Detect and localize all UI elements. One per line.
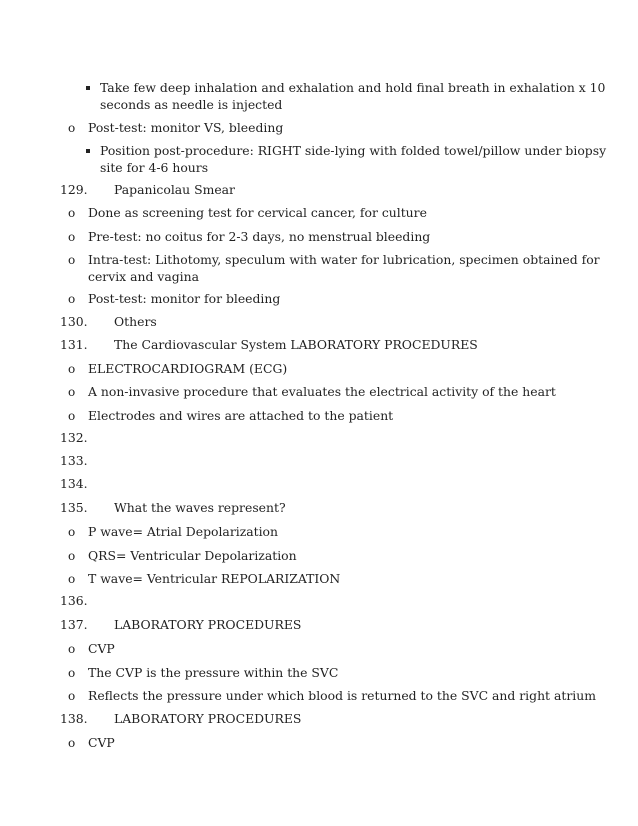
circle-bullet-icon: o <box>68 736 76 750</box>
section-number: 129. <box>60 182 88 197</box>
bullet-text: Take few deep inhalation and exhalation and hold final breath in exhalation x 10 <box>100 80 606 95</box>
section-heading: What the waves represent? <box>114 500 286 515</box>
bullet-text: Position post-procedure: RIGHT side-lying with folded towel/pillow under biopsy <box>100 143 607 158</box>
bullet-text-cont: seconds as needle is injected <box>100 97 283 112</box>
section-number: 133. <box>60 453 88 468</box>
section-number: 138. <box>60 711 88 726</box>
list-item: Pre-test: no coitus for 2-3 days, no menstrual bleeding <box>88 229 431 244</box>
section-number: 136. <box>60 593 88 608</box>
section-number: 131. <box>60 337 88 352</box>
list-item: CVP <box>88 641 115 656</box>
square-bullet-icon <box>86 149 90 153</box>
circle-bullet-icon: o <box>68 230 76 244</box>
square-bullet-icon <box>86 86 90 90</box>
list-item: Post-test: monitor for bleeding <box>88 291 281 306</box>
circle-bullet-icon: o <box>68 572 76 586</box>
circle-bullet-icon: o <box>68 121 76 135</box>
list-item: Intra-test: Lithotomy, speculum with water for lubrication, specimen obtained for <box>88 252 600 267</box>
circle-bullet-icon: o <box>68 689 76 703</box>
list-item: A non-invasive procedure that evaluates the electrical activity of the heart <box>88 384 556 399</box>
circle-bullet-icon: o <box>68 292 76 306</box>
section-heading: Others <box>114 314 157 329</box>
list-item: P wave= Atrial Depolarization <box>88 524 278 539</box>
circle-bullet-icon: o <box>68 206 76 220</box>
circle-bullet-icon: o <box>68 362 76 376</box>
list-item-cont: cervix and vagina <box>88 269 199 284</box>
bullet-text-cont: site for 4-6 hours <box>100 160 209 175</box>
circle-bullet-icon: o <box>68 409 76 423</box>
section-number: 134. <box>60 476 88 491</box>
list-item: Post-test: monitor VS, bleeding <box>88 120 284 135</box>
circle-bullet-icon: o <box>68 549 76 563</box>
section-number: 135. <box>60 500 88 515</box>
section-heading: Papanicolau Smear <box>114 182 235 197</box>
circle-bullet-icon: o <box>68 666 76 680</box>
circle-bullet-icon: o <box>68 253 76 267</box>
list-item: Electrodes and wires are attached to the patient <box>88 408 394 423</box>
list-item: Done as screening test for cervical cancer, for culture <box>88 205 427 220</box>
circle-bullet-icon: o <box>68 385 76 399</box>
section-number: 137. <box>60 617 88 632</box>
section-heading: LABORATORY PROCEDURES <box>114 617 302 632</box>
circle-bullet-icon: o <box>68 642 76 656</box>
list-item: ELECTROCARDIOGRAM (ECG) <box>88 361 288 376</box>
list-item: Reflects the pressure under which blood is returned to the SVC and right atrium <box>88 688 596 703</box>
circle-bullet-icon: o <box>68 525 76 539</box>
section-heading: LABORATORY PROCEDURES <box>114 711 302 726</box>
list-item: T wave= Ventricular REPOLARIZATION <box>88 571 341 586</box>
list-item: CVP <box>88 735 115 750</box>
list-item: QRS= Ventricular Depolarization <box>88 548 297 563</box>
list-item: The CVP is the pressure within the SVC <box>88 665 339 680</box>
section-number: 132. <box>60 430 88 445</box>
section-number: 130. <box>60 314 88 329</box>
section-heading: The Cardiovascular System LABORATORY PROCEDURES <box>114 337 478 352</box>
